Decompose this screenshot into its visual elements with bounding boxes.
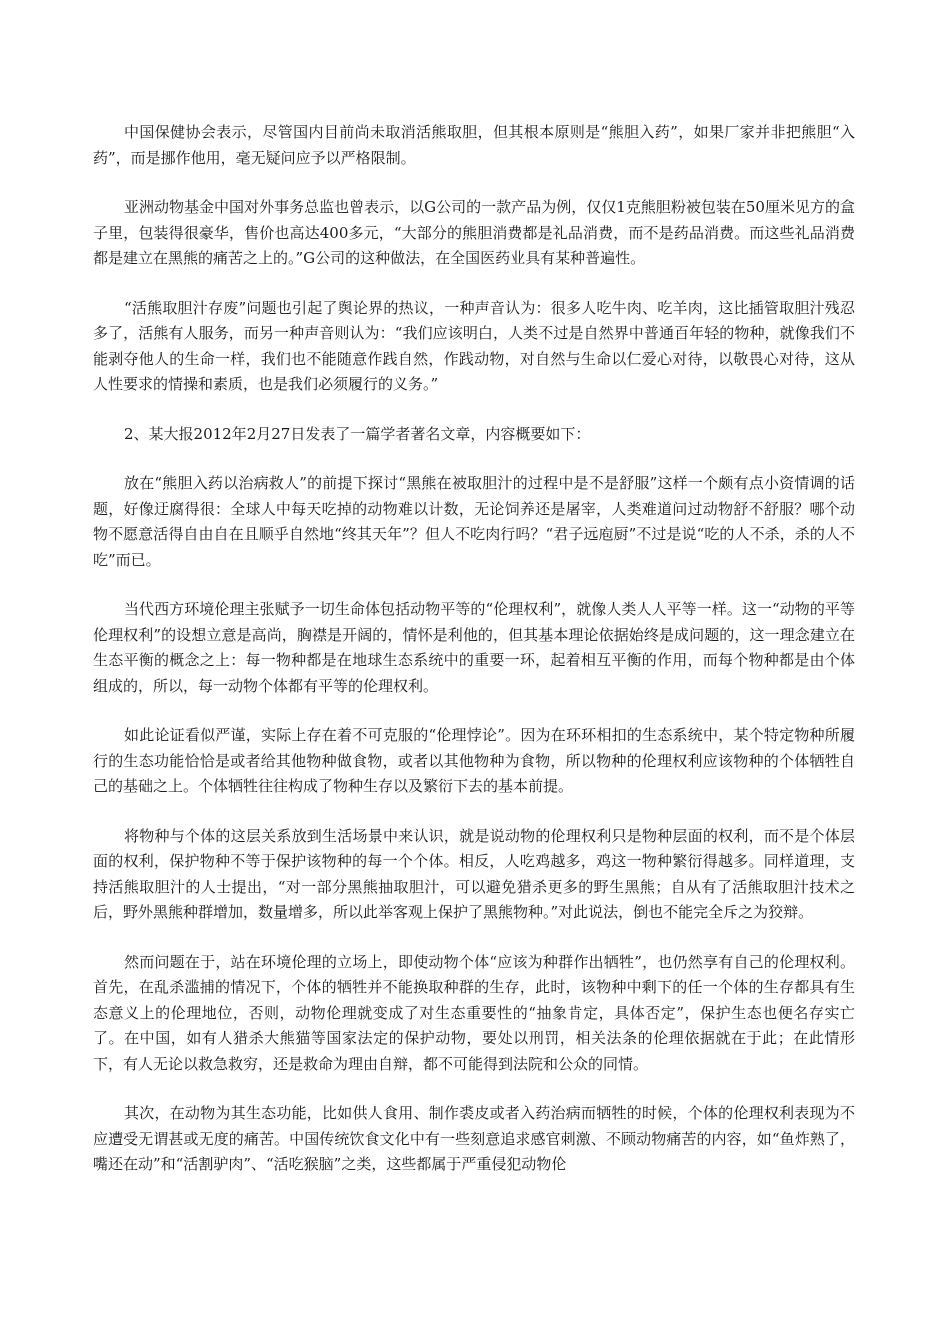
paragraph-7: 如此论证看似严谨，实际上存在着不可克服的“伦理悖论”。因为在环环相扣的生态系统中，某个特定物种所履行的生态功能恰恰是或者给其他物种做食物，或者以其他物种为食物，所以物种的伦理权利应该物种的个体牺牲自己的基础之上。个体牺牲往往构成了物种生存以及繁衍下去的基本前提。 xyxy=(93,726,855,795)
paragraph-4: 2、某大报2012年2月27日发表了一篇学者著名文章，内容概要如下： xyxy=(124,424,591,443)
paragraph-8: 将物种与个体的这层关系放到生活场景中来认识，就是说动物的伦理权利只是物种层面的权利，而不是个体层面的权利，保护物种不等于保护该物种的每一个个体。相反，人吃鸡越多，鸡这一物种繁衍得越多。同样道理，支持活熊取胆汁的人士提出，“对一部分黑熊抽取胆汁，可以避免猎杀更多的野生黑熊；自从有了活熊取胆汁技术之后，野外黑熊种群增加，数量增多，所以此举客观上保护了黑熊物种。”对此说法，倒也不能完全斥之为狡辩。 xyxy=(93,826,855,921)
paragraph-10: 其次，在动物为其生态功能，比如供人食用、制作裘皮或者入药治病而牺牲的时候，个体的伦理权利表现为不应遭受无谓甚或无度的痛苦。中国传统饮食文化中有一些刻意追求感官刺激、不顾动物痛苦的内容，如“鱼炸熟了，嘴还在动”和“活割驴肉”、“活吃猴脑”之类，这些都属于严重侵犯动物伦 xyxy=(93,1104,855,1173)
document-body xyxy=(93,120,855,1202)
paragraph-5: 放在“熊胆入药以治病救人”的前提下探讨“黑熊在被取胆汁的过程中是不是舒服”这样一个颇有点小资情调的话题，好像迂腐得很：全球人中每天吃掉的动物难以计数，无论饲养还是屠宰，人类难道问过动物舒不舒服？哪个动物不愿意活得自由自在且顺乎自然地“终其天年”？但人不吃肉行吗？“君子远庖厨”不过是说“吃的人不杀，杀的人不吃”而已。 xyxy=(93,474,855,569)
paragraph-9: 然而问题在于，站在环境伦理的立场上，即使动物个体“应该为种群作出牺牲”，也仍然享有自己的伦理权利。首先，在乱杀滥捕的情况下，个体的牺牲并不能换取种群的生存，此时，该物种中剩下的任一个体的生存都具有生态意义上的伦理地位，否则，动物伦理就变成了对生态重要性的“抽象肯定，具体否定”，保护生态也便名存实亡了。在中国，如有人猎杀大熊猫等国家法定的保护动物，要处以刑罚，相关法条的伦理依据就在于此；在此情形下，有人无论以救急救穷，还是救命为理由自辩，都不可能得到法院和公众的同情。 xyxy=(93,952,855,1073)
paragraph-2: 亚洲动物基金中国对外事务总监也曾表示，以G公司的一款产品为例，仅仅1克熊胆粉被包装在50厘米见方的盒子里，包装得很豪华，售价也高达400多元，“大部分的熊胆消费都是礼品消费，而不是药品消费。而这些礼品消费都是建立在黑熊的痛苦之上的。”G公司的这种做法，在全国医药业具有某种普遍性。 xyxy=(93,198,855,267)
paragraph-1: 中国保健协会表示，尽管国内目前尚未取消活熊取胆，但其根本原则是“熊胆入药”，如果厂家并非把熊胆“入药”，而是挪作他用，毫无疑问应予以严格限制。 xyxy=(93,123,855,167)
paragraph-3: “活熊取胆汁存废”问题也引起了舆论界的热议，一种声音认为：很多人吃牛肉、吃羊肉，这比插管取胆汁残忍多了，活熊有人服务，而另一种声音则认为：“我们应该明白，人类不过是自然界中普通百年轻的物种，就像我们不能剥夺他人的生命一样，我们也不能随意作践自然，作践动物，对自然与生命以仁爱心对待，以敬畏心对待，这从人性要求的情操和素质，也是我们必须履行的义务。” xyxy=(93,298,855,393)
paragraph-6: 当代西方环境伦理主张赋予一切生命体包括动物平等的“伦理权利”，就像人类人人平等一样。这一“动物的平等伦理权利”的设想立意是高尚，胸襟是开阔的，情怀是利他的，但其基本理论依据始终是成问题的，这一理念建立在生态平衡的概念之上：每一物种都是在地球生态系统中的重要一环，起着相互平衡的作用，而每个物种都是由个体组成的，所以，每一动物个体都有平等的伦理权利。 xyxy=(93,600,855,695)
